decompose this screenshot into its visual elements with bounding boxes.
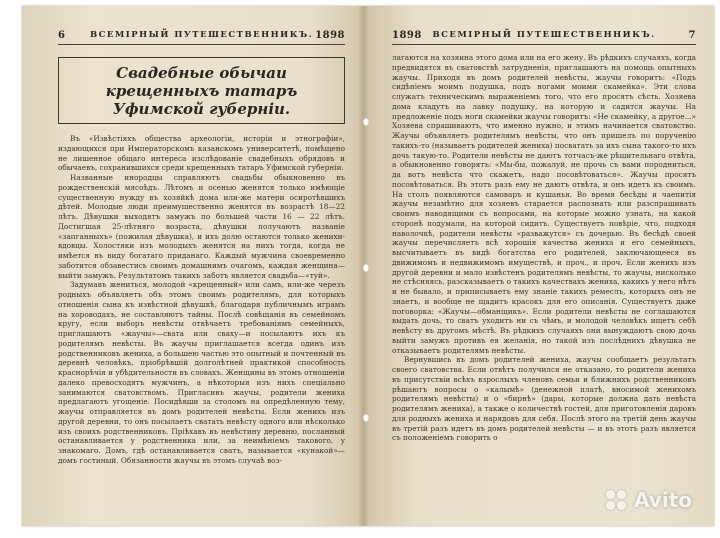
binding-hole xyxy=(363,264,369,272)
right-body-text xyxy=(392,53,696,443)
right-page xyxy=(368,6,714,526)
watermark-text: Avito xyxy=(634,488,692,512)
book-spread xyxy=(22,6,714,526)
paragraph: лагаются на хозяина этого дома или на его жену. Въ рѣдкихъ случаяхъ, когда предвидятся въ сватовствѣ затрудненія, приглашаютъ на помощь опытныхъ жаучы. Приходя въ домъ родителей невѣсты, жаучы говоритъ: «Подъ сидѣніемъ моимъ подушка, подъ ногами моими скамейка». Эти слова служатъ техническимъ выраженіемъ того, что его просятъ сѣсть. Хозяева дома кладутъ на лавку подушку, на которую и садится жаучы. На предложеніе подъ ноги скамейки жаучы говоритъ: «Не скамейку, а другое...» Хозяева спрашиваютъ, что именно нужно, и этимъ начинается сватовство. Жаучы объявляетъ родителямъ невѣсты, что онъ пришелъ по порученію такихъ-то (называетъ родителей жениха) посватать за ихъ сына такого-то ихъ дочь такую-то. Родители невѣсты не даютъ тотчасъ-же рѣшительнаго отвѣта, а обыкновенно говорятъ: «Мы-бы, пожалуй, не прочь съ вами породниться, да вотъ невѣста что скажетъ, надо посовѣтоваться». Жаучы просятъ посовѣтоваться. Въ этотъ разъ ему не даютъ отвѣта, и онъ идетъ къ своимъ. На столъ появляются самоваръ и кушанья. Во время бесѣды и чаепитія жаучы незамѣтно для хозяевъ старается распознать или разспрашивать своимъ наводящими съ вопросами, на которые можно узнать, на какой сторонѣ подумали, на которой сидитъ. Существуетъ повѣріе, что, подходя наволочкѣ, родители невѣсты «разважутся» съ дочерью. Въ бесѣдѣ своей жаучы перечисляетъ всѣ хорошія качества жениха и его семейныхъ, высчитываетъ въ видѣ богатства его родителей, заключающееся въ движимомъ и недвижимомъ имуществѣ, и проч., и проч. Если женихъ изъ другой деревни и мало извѣстенъ родителямъ невѣсты, то жаучы, нисколько не стѣсняясь, разсказываетъ о такихъ качествахъ жениха, какихъ у него нѣтъ и не бывало, и приписываетъ ему знаніе такихъ ремеслъ, которыхъ онъ не знаетъ, и вообще не щадитъ красокъ для его описанія. Существуетъ даже поговорка: «Жаучы—обманщикъ». Если родители невѣсты не соглашаются выдать дочь, то сватъ уходитъ ни съ чѣмъ, и молодой человѣкъ ищетъ себѣ невѣсту въ другомъ мѣстѣ. Въ рѣдкихъ случаяхъ они вынуждаютъ свою дочь выйти замужъ противъ ея желанія, но такой изъ послѣднихъ дѣвушка не отказываетъ родителямъ невѣсты. xyxy=(392,53,696,355)
running-title-left: ВСЕМІРНЫЙ ПУТЕШЕСТВЕННИКЪ. xyxy=(89,30,314,40)
paragraph: Вернувшись въ домъ родителей жениха, жаучы сообщаетъ результатъ своего сватовства. Если отвѣтъ получился не отказано, то родители жениха въ присутствіи всѣхъ взрослыхъ членовъ семьи и ближнихъ родственниковъ рѣшаютъ вопросы о «калымѣ» (денежной платѣ, вносимой женихомъ родителямъ невѣсты) и о «бирнѣ» (дары, которые должна дать невѣста родителямъ жениха), а также о количествѣ гостей, для приготовленія даровъ для родныхъ жениха и нарядовъ для себя. Послѣ этого на третій день жаучы въ третій разъ идетъ въ домъ родителей невѣсты — и въ этотъ разъ является съ положеніемъ говорить о xyxy=(392,355,696,443)
paragraph: Названные инородцы справляютъ свадьбы обыкновенно въ рождественскій мясоѣдъ. Лѣтомъ и осенью женятся только имѣющіе существенную нужду въ хозяйкѣ дома или-же матери осиротѣвшихъ дѣтей. Молодые люди преимущественно женятся въ возрастѣ 18—22 лѣтъ. Дѣвушки выходятъ замужъ по большей части 16 — 22 лѣтъ. Достигшая 25-лѣтняго возраста, дѣвушки получаютъ названіе «запганныхъ» (пожилая дѣвушка), и ихъ долю остаются только женихи-вдовцы. Холостяки изъ молодыхъ женятся на нихъ тогда, когда не имѣется въ виду богатаго приданаго. Каждый мужчина своевременно заботится обзавестись своимъ домашнимъ очагомъ, каждая женщина—выйти замужъ. Результатомъ такихъ заботъ является свадьба—«туй». xyxy=(58,173,345,280)
year-left: 1898 xyxy=(315,30,345,41)
page-header-right xyxy=(392,30,696,45)
avito-logo-icon xyxy=(606,490,630,510)
binding-hole xyxy=(363,414,369,422)
avito-watermark xyxy=(606,488,692,512)
year-right: 1898 xyxy=(392,30,422,41)
left-page xyxy=(22,6,359,526)
running-title-right: ВСЕМІРНЫЙ ПУТЕШЕСТВЕННИКЪ. xyxy=(432,30,656,40)
paragraph: Задумавъ жениться, молодой «крещенный» или самъ, или-же черезъ родныхъ объявляетъ объ этомъ своимъ родителямъ, для которыхъ отношенія сына къ извѣстной дѣвушкѣ, благодаря публичнымъ играмъ на хороводахъ, не составляютъ тайны. Послѣ совѣщанія въ семейномъ кругу, если выборъ невѣсты отвѣчаетъ требованіямъ семейныхъ, приглашаютъ «жаучы»—свата или сваху—и посылаютъ ихъ къ родителямъ невѣсты. Въ жаучы приглашается всегда одинъ изъ родственниковъ жениха, а большею частью это опытный и почтенный въ деревнѣ человѣкъ, пріобрѣвшій долголѣтней практикой способность краснорѣчія и убѣдительности въ словахъ. Женщины въ этомъ отношеніи далеко превосходятъ мужчинъ, а нѣкоторыя изъ нихъ спеціально занимаются сватовствомъ. Пригласивъ жаучы, родители жениха предлагаютъ угощеніе. Посидѣвши за столомъ на опредѣленную тему, жаучы отправляется въ домъ родителей невѣсты. Если женихъ изъ другой деревни, то онъ посылаетъ сватать невѣсту одного или нѣсколько изъ своихъ родственниковъ. Пріѣхавъ въ невѣстину деревню, посланный останавливается у родственника или, за неимѣніемъ такового, у знакомаго. Домъ, гдѣ останавливается сватъ, называется «кунакой»—домъ гостиный. Обязанности жаучы въ этомъ случаѣ воз- xyxy=(58,280,345,465)
left-body-text xyxy=(58,134,345,466)
paragraph: Въ «Извѣстіяхъ общества археологіи, исторіи и этнографіи», издающихся при Императорскомъ казанскомъ университетѣ, помѣщено не лишенное общаго интереса изслѣдованіе свадебныхъ обрядовъ и обычаевъ, сохранившихся среди крещенныхъ татаръ Уфимской губерніи. xyxy=(58,134,345,173)
page-number-left: 6 xyxy=(58,30,66,41)
page-number-right: 7 xyxy=(688,30,696,41)
binding-hole xyxy=(363,118,369,126)
article-title: Свадебные обычаи крещенныхъ татаръ Уфимской губерніи. xyxy=(58,57,345,124)
page-header-left xyxy=(58,30,345,45)
